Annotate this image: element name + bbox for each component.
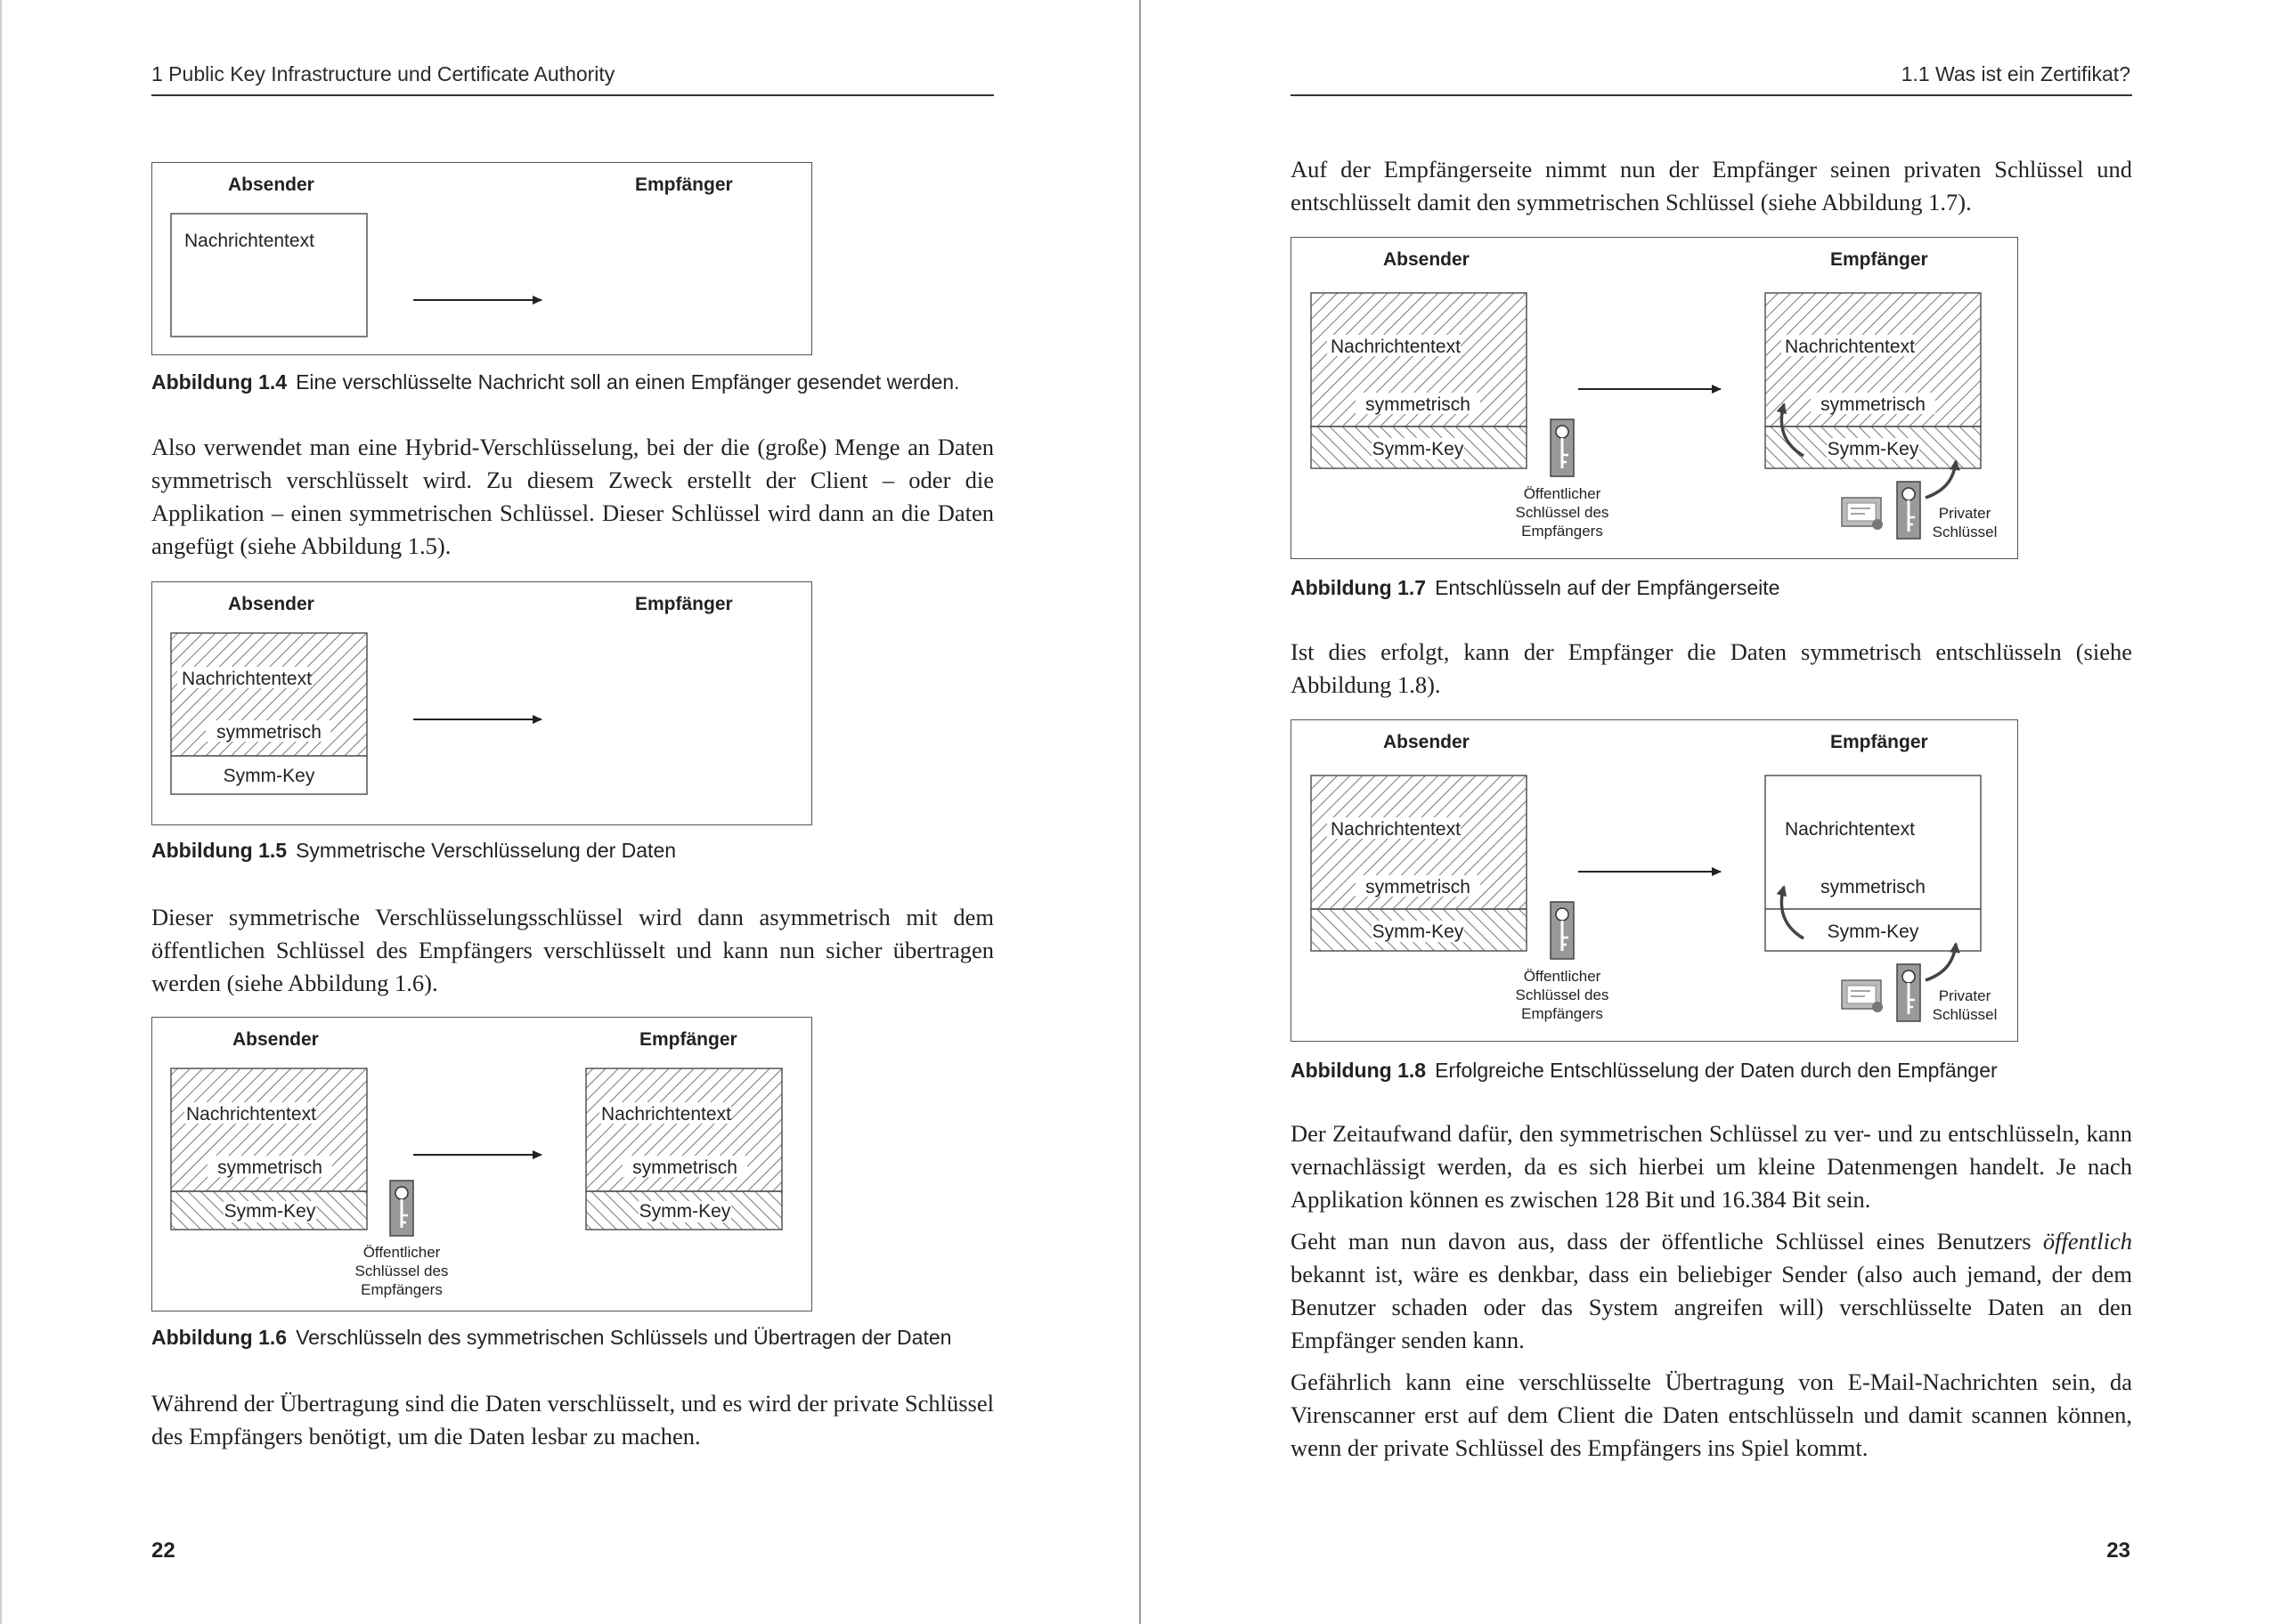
figure-caption xyxy=(151,839,676,863)
message-text: Nachrichtentext xyxy=(1785,819,1915,840)
public-key-label: Empfängers xyxy=(1521,1005,1603,1022)
sender-label: Absender xyxy=(1383,249,1470,270)
certificate-icon xyxy=(1842,498,1883,530)
caption-label: Abbildung 1.8 xyxy=(1291,1059,1427,1082)
caption-text: Entschlüsseln auf der Empfängerseite xyxy=(1435,576,1780,599)
public-key-icon xyxy=(1551,902,1574,959)
symm-key-label: Symm-Key xyxy=(223,766,315,786)
paragraph-text: Auf der Empfängerseite nimmt nun der Empfänger seinen privaten Schlüssel und entschlüsselt damit den symmetrischen Schlüssel (siehe Abbildung 1.7). xyxy=(1291,156,2132,215)
figure-1-7 xyxy=(1291,237,2018,559)
figure-1-6 xyxy=(151,1017,812,1311)
receiver-label: Empfänger xyxy=(635,594,733,614)
running-head: 1 Public Key Infrastructure und Certificate Authority xyxy=(151,62,615,85)
public-key-label: Schlüssel des xyxy=(1515,987,1609,1003)
figure-1-8 xyxy=(1291,719,2018,1042)
symm-key-label: Symm-Key xyxy=(1827,922,1919,942)
public-key-label: Schlüssel des xyxy=(354,1263,449,1279)
symmetric-label: symmetrisch xyxy=(1365,394,1470,415)
symm-key-label: Symm-Key xyxy=(224,1201,316,1222)
sender-label: Absender xyxy=(232,1029,319,1050)
public-key-label: Öffentlicher xyxy=(362,1244,441,1261)
sender-label: Absender xyxy=(1383,732,1470,752)
caption-label: Abbildung 1.7 xyxy=(1291,576,1427,599)
private-key-label: Schlüssel xyxy=(1932,524,1998,540)
symm-key-label: Symm-Key xyxy=(1372,922,1464,942)
caption-label: Abbildung 1.4 xyxy=(151,370,288,394)
figure-1-4 xyxy=(151,162,812,355)
header-rule xyxy=(1291,94,2132,96)
paragraph-text xyxy=(1291,1225,2132,1357)
message-text: Nachrichtentext xyxy=(186,1104,316,1125)
symm-key-label: Symm-Key xyxy=(1372,439,1464,459)
private-key-icon xyxy=(1897,964,1920,1021)
paragraph-text: Während der Übertragung sind die Daten verschlüsselt, und es wird der private Schlüssel des Empfängers benötigt, um die Daten lesbar zu machen. xyxy=(151,1390,994,1449)
text-run: bekannt ist, wäre es denkbar, dass ein beliebiger Sender (also auch jemand, der dem Benutzer schaden oder das System angreifen will) verschlüsselte Daten an den Empfänger senden kann. xyxy=(1291,1261,2132,1353)
paragraph-text: Der Zeitaufwand dafür, den symmetrischen Schlüssel zu ver- und zu entschlüsseln, kann vernachlässigt werden, da es sich hierbei um kleine Datenmengen handelt. Je nach Applikation können es zwischen 128 Bit und 16.384 Bit sein. xyxy=(1291,1120,2132,1213)
caption-text: Erfolgreiche Entschlüsselung der Daten durch den Empfänger xyxy=(1435,1059,1998,1082)
message-text: Nachrichtentext xyxy=(184,231,314,251)
private-key-icon xyxy=(1897,482,1920,539)
page-number: 22 xyxy=(151,1539,175,1563)
caption-text: Eine verschlüsselte Nachricht soll an einen Empfänger gesendet werden. xyxy=(296,370,960,394)
emphasis-text: öffentlich xyxy=(2042,1228,2132,1255)
message-text: Nachrichtentext xyxy=(182,669,312,689)
right-page xyxy=(1141,0,2280,1624)
caption-text: Verschlüsseln des symmetrischen Schlüssels und Übertragen der Daten xyxy=(296,1326,952,1349)
message-text: Nachrichtentext xyxy=(1785,337,1915,357)
figure-caption xyxy=(151,1326,951,1350)
header-rule xyxy=(151,94,994,96)
paragraph-text: Also verwendet man eine Hybrid-Verschlüsselung, bei der die (große) Menge an Daten symmetrisch verschlüsselt wird. Zu diesem Zweck erstellt der Client – oder die Applikation – einen symmetrischen Schlüssel. Dieser Schlüssel wird dann an die Daten angefügt (siehe Abbildung 1.5). xyxy=(151,434,994,559)
symmetric-label: symmetrisch xyxy=(632,1157,737,1178)
paragraph xyxy=(1291,636,2132,702)
receiver-label: Empfänger xyxy=(1830,249,1928,270)
symmetric-label: symmetrisch xyxy=(1365,877,1470,897)
figure-caption xyxy=(151,370,959,394)
receiver-label: Empfänger xyxy=(639,1029,737,1050)
symm-key-label: Symm-Key xyxy=(1827,439,1919,459)
receiver-label: Empfänger xyxy=(1830,732,1928,752)
public-key-label: Empfängers xyxy=(361,1281,443,1298)
body-text xyxy=(1291,1117,2132,1465)
certificate-icon xyxy=(1842,980,1883,1012)
public-key-label: Empfängers xyxy=(1521,523,1603,540)
figure-caption xyxy=(1291,1059,1998,1083)
caption-label: Abbildung 1.5 xyxy=(151,839,288,862)
message-text: Nachrichtentext xyxy=(1331,337,1461,357)
private-key-label: Privater xyxy=(1938,987,1991,1004)
private-key-label: Privater xyxy=(1938,505,1991,522)
public-key-label: Öffentlicher xyxy=(1523,485,1601,502)
page-number: 23 xyxy=(2106,1539,2130,1563)
paragraph xyxy=(151,1387,994,1453)
paragraph-text: Gefährlich kann eine verschlüsselte Übertragung von E-Mail-Nachrichten sein, da Virenscanner erst auf dem Client die Daten entschlüsseln und damit scannen können, wenn der private Schlüssel des Empfängers ins Spiel kommt. xyxy=(1291,1368,2132,1461)
public-key-icon xyxy=(390,1181,413,1236)
symmetric-label: symmetrisch xyxy=(217,1157,322,1178)
figure-caption xyxy=(1291,576,1779,600)
caption-text: Symmetrische Verschlüsselung der Daten xyxy=(296,839,677,862)
caption-label: Abbildung 1.6 xyxy=(151,1326,288,1349)
paragraph xyxy=(151,901,994,1000)
paragraph xyxy=(1291,153,2132,219)
symmetric-label: symmetrisch xyxy=(1820,394,1926,415)
paragraph xyxy=(151,431,994,563)
figure-1-5 xyxy=(151,581,812,825)
public-key-icon xyxy=(1551,419,1574,476)
sender-label: Absender xyxy=(228,175,314,195)
paragraph-text: Dieser symmetrische Verschlüsselungsschlüssel wird dann asymmetrisch mit dem öffentlichen Schlüssel des Empfängers verschlüsselt und kann nun sicher übertragen werden (siehe Abbildung 1.6). xyxy=(151,904,994,996)
text-run: Geht man nun davon aus, dass der öffentliche Schlüssel eines Benutzers xyxy=(1291,1228,2043,1255)
public-key-label: Öffentlicher xyxy=(1523,968,1601,985)
public-key-label: Schlüssel des xyxy=(1515,504,1609,521)
symm-key-label: Symm-Key xyxy=(639,1201,731,1222)
symmetric-label: symmetrisch xyxy=(1820,877,1926,897)
paragraph-text: Ist dies erfolgt, kann der Empfänger die Daten symmetrisch entschlüsseln (siehe Abbildung 1.8). xyxy=(1291,638,2132,698)
symmetric-label: symmetrisch xyxy=(216,722,322,743)
message-text: Nachrichtentext xyxy=(601,1104,731,1125)
message-text: Nachrichtentext xyxy=(1331,819,1461,840)
private-key-label: Schlüssel xyxy=(1932,1006,1998,1023)
sender-label: Absender xyxy=(228,594,314,614)
receiver-label: Empfänger xyxy=(635,175,733,195)
running-head: 1.1 Was ist ein Zertifikat? xyxy=(1901,62,2130,85)
